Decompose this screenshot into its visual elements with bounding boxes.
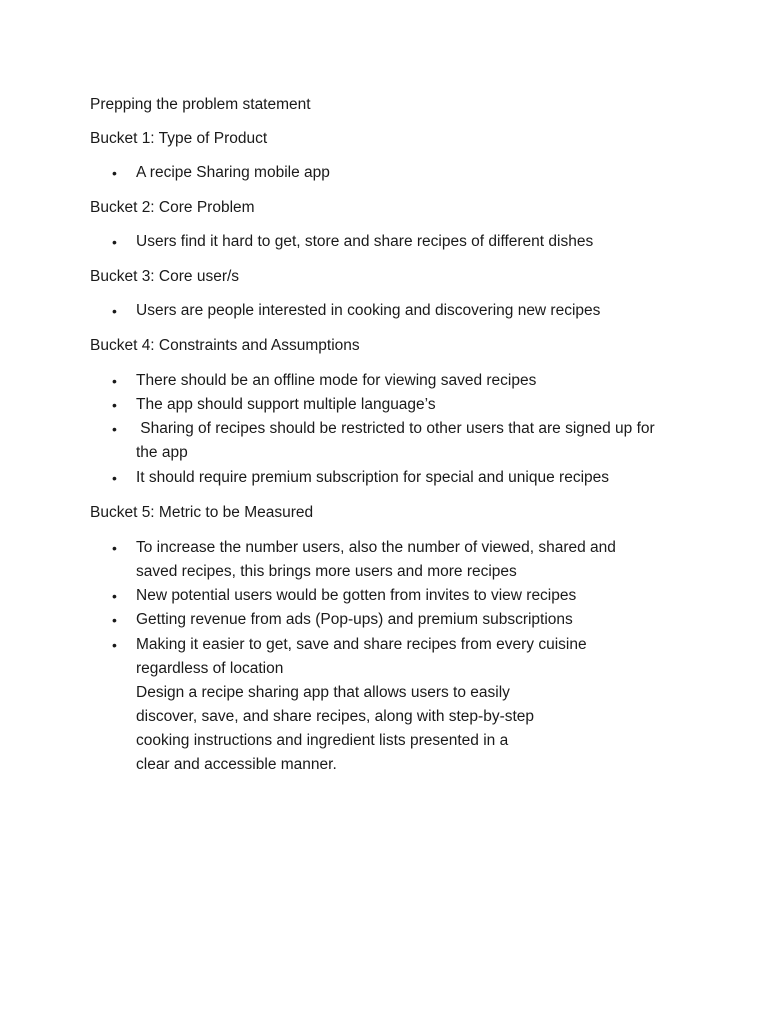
bucket-2-heading: Bucket 2: Core Problem [90, 199, 255, 216]
bullet-marker: • [112, 303, 117, 319]
bucket-5-item: Making it easier to get, save and share recipes from every cuisine [136, 636, 587, 653]
design-statement-line: clear and accessible manner. [136, 756, 337, 773]
bucket-4-item: Sharing of recipes should be restricted to other users that are signed up for [136, 420, 655, 437]
bullet-marker: • [112, 397, 117, 413]
bucket-4-item: There should be an offline mode for viewing saved recipes [136, 372, 537, 389]
bullet-marker: • [112, 637, 117, 653]
design-statement-line: Design a recipe sharing app that allows users to easily [136, 684, 510, 701]
bucket-1-item: A recipe Sharing mobile app [136, 164, 330, 181]
bucket-4-item: The app should support multiple language’s [136, 396, 436, 413]
bucket-3-heading: Bucket 3: Core user/s [90, 268, 240, 285]
bucket-5-item: Getting revenue from ads (Pop-ups) and premium subscriptions [136, 611, 573, 628]
design-statement-line: discover, save, and share recipes, along with step-by-step [136, 708, 535, 725]
bucket-3-item: Users are people interested in cooking and discovering new recipes [136, 302, 601, 319]
bucket-5-item-continuation: saved recipes, this brings more users and more recipes [136, 563, 517, 580]
bucket-2-item: Users find it hard to get, store and share recipes of different dishes [136, 233, 594, 250]
bucket-5-heading: Bucket 5: Metric to be Measured [90, 504, 314, 521]
bucket-5-item: To increase the number users, also the number of viewed, shared and [136, 539, 616, 556]
bullet-marker: • [112, 540, 117, 556]
bullet-marker: • [112, 588, 117, 604]
bucket-5-item-continuation: regardless of location [136, 660, 284, 677]
bucket-4-item-continuation: the app [136, 444, 188, 461]
bullet-marker: • [112, 234, 117, 250]
bullet-marker: • [112, 421, 117, 437]
design-statement-line: cooking instructions and ingredient lists presented in a [136, 732, 509, 749]
bucket-4-heading: Bucket 4: Constraints and Assumptions [90, 337, 360, 354]
bucket-1-heading: Bucket 1: Type of Product [90, 130, 268, 147]
bullet-marker: • [112, 612, 117, 628]
bullet-marker: • [112, 165, 117, 181]
bullet-marker: • [112, 373, 117, 389]
bucket-5-item: New potential users would be gotten from invites to view recipes [136, 587, 577, 604]
bucket-4-item: It should require premium subscription for special and unique recipes [136, 469, 609, 486]
document-title: Prepping the problem statement [90, 96, 311, 113]
bullet-marker: • [112, 470, 117, 486]
